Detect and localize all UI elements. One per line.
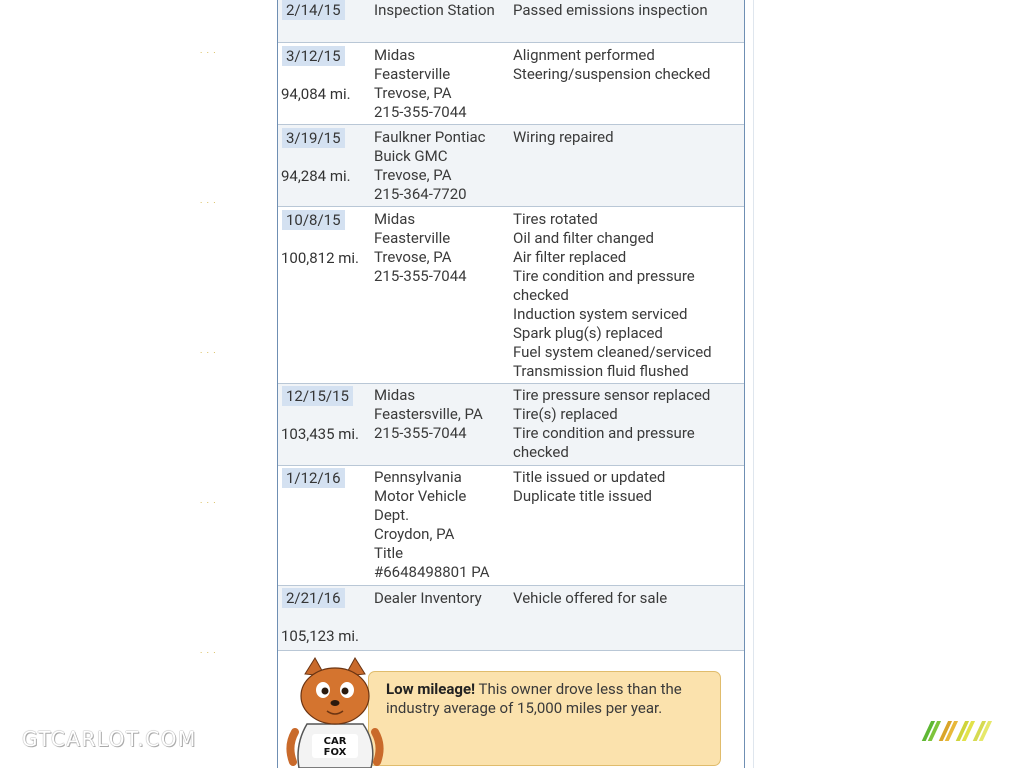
location-line: 215-355-7044 (374, 267, 467, 285)
location-line: Inspection Station (374, 1, 495, 19)
detail-line: Tire(s) replaced (513, 405, 618, 423)
detail-line: Induction system serviced (513, 305, 688, 323)
location-line: Motor Vehicle (374, 487, 467, 505)
record-location (374, 128, 508, 204)
location-line: Title (374, 544, 404, 562)
location-line: Faulkner Pontiac (374, 128, 486, 146)
record-date: 2/21/16 (282, 588, 345, 608)
page-edge-line (753, 0, 754, 768)
detail-line: Tire pressure sensor replaced (513, 386, 711, 404)
history-row (278, 0, 744, 43)
shirt-line1: CAR (323, 736, 347, 747)
record-date: 3/12/15 (282, 46, 345, 66)
record-date: 3/19/15 (282, 128, 345, 148)
margin-dots: . . . (200, 646, 217, 656)
detail-line: Spark plug(s) replaced (513, 324, 663, 342)
detail-line: Alignment performed (513, 46, 655, 64)
location-line: 215-364-7720 (374, 185, 467, 203)
margin-dots: . . . (200, 46, 217, 56)
location-line: Dealer Inventory (374, 589, 482, 607)
record-details (513, 46, 741, 84)
location-line: Feasterville (374, 65, 451, 83)
record-details (513, 1, 741, 20)
callout-body: This owner drove less than the industry average of 15,000 miles per year. (386, 680, 682, 717)
location-line: Midas (374, 46, 416, 64)
location-line: Feastersville, PA (374, 405, 483, 423)
margin-dots: . . . (200, 496, 217, 506)
detail-line: Fuel system cleaned/serviced (513, 343, 712, 361)
callout-heading: Low mileage! (386, 680, 476, 698)
record-mileage: 94,284 mi. (281, 167, 351, 185)
history-row (278, 384, 744, 466)
callout-text (386, 680, 716, 718)
location-line: Pennsylvania (374, 468, 462, 486)
low-mileage-callout (368, 671, 721, 766)
location-line: Buick GMC (374, 147, 448, 165)
location-line: Feasterville (374, 229, 451, 247)
location-line: Croydon, PA (374, 525, 455, 543)
detail-line: Steering/suspension checked (513, 65, 711, 83)
site-watermark: GTCARLOT.COM (22, 727, 197, 751)
detail-line: Transmission fluid flushed (513, 362, 689, 380)
detail-line: Vehicle offered for sale (513, 589, 668, 607)
location-line: #6648498801 PA (374, 563, 490, 581)
margin-dots: . . . (200, 346, 217, 356)
location-line: Trevose, PA (374, 166, 452, 184)
location-line: Midas (374, 386, 416, 404)
vehicle-history-report (277, 0, 745, 768)
carfox-mascot-icon (285, 654, 385, 768)
detail-line: Title issued or updated (513, 468, 666, 486)
detail-line: Oil and filter changed (513, 229, 654, 247)
record-date: 10/8/15 (282, 210, 345, 230)
history-row (278, 586, 744, 651)
record-details (513, 128, 741, 147)
detail-line: Duplicate title issued (513, 487, 653, 505)
record-mileage: 105,123 mi. (281, 627, 360, 645)
record-mileage: 100,812 mi. (281, 249, 360, 267)
detail-line: Wiring repaired (513, 128, 614, 146)
record-mileage: 94,084 mi. (281, 85, 351, 103)
location-line: Trevose, PA (374, 248, 452, 266)
record-details (513, 210, 741, 381)
record-location (374, 468, 508, 582)
stripes-logo-icon (920, 719, 998, 743)
history-row (278, 125, 744, 207)
record-date: 2/14/15 (282, 0, 345, 20)
location-line: Trevose, PA (374, 84, 452, 102)
history-row (278, 466, 744, 586)
location-line: Dept. (374, 506, 410, 524)
history-row (278, 207, 744, 384)
record-location (374, 46, 508, 122)
record-details (513, 589, 741, 608)
location-line: Midas (374, 210, 416, 228)
shirt-line2: FOX (323, 747, 347, 758)
detail-line: Tire condition and pressure checked (513, 424, 695, 461)
record-location (374, 589, 508, 608)
record-location (374, 210, 508, 286)
record-details (513, 468, 741, 506)
record-date: 1/12/16 (282, 468, 345, 488)
record-mileage: 103,435 mi. (281, 425, 360, 443)
detail-line: Air filter replaced (513, 248, 627, 266)
location-line: 215-355-7044 (374, 424, 467, 442)
history-row (278, 43, 744, 125)
margin-dots: . . . (200, 196, 217, 206)
detail-line: Tire condition and pressure checked (513, 267, 695, 304)
location-line: 215-355-7044 (374, 103, 467, 121)
detail-line: Tires rotated (513, 210, 598, 228)
record-details (513, 386, 741, 462)
detail-line: Passed emissions inspection (513, 1, 708, 19)
record-location (374, 386, 508, 443)
record-date: 12/15/15 (282, 386, 353, 406)
record-location (374, 1, 508, 20)
